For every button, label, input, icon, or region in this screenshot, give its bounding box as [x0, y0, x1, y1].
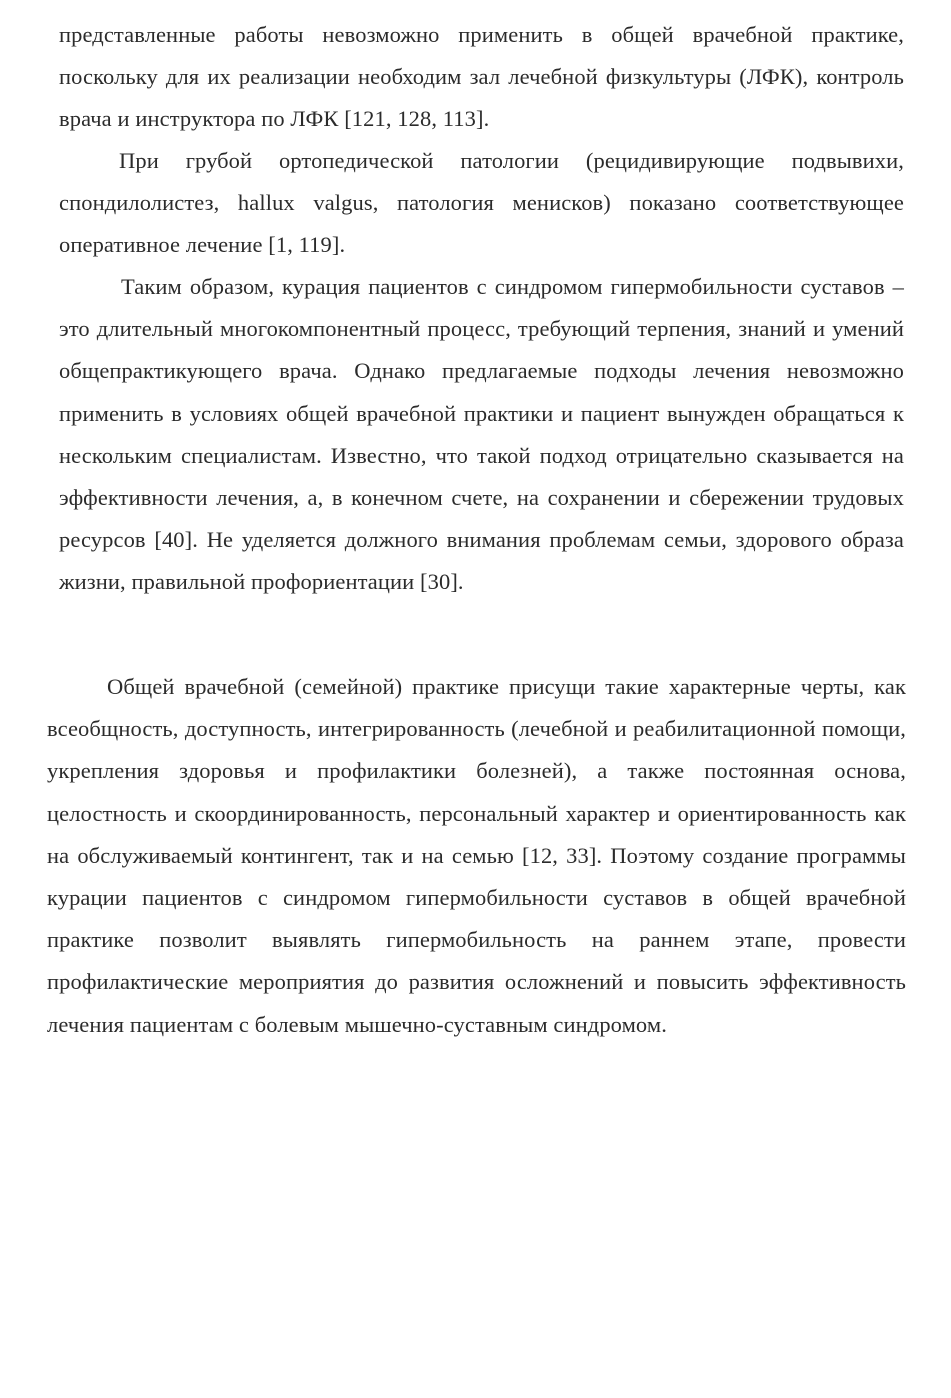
paragraph-general-practice: Общей врачебной (семейной) практике присущи такие характерные черты, как всеобщность, доступность, интегрированность (лечебной и реабилитационной помощи, укрепления здоровья и профилактики болезней), а также постоянная основа, целостность и скоординированность, персональный характер и ориентированность как на обслуживаемый контингент, так и на семью [12, 33]. Поэтому создание программы курации пациентов с синдромом гипермобильности суставов в общей врачебной практике позволит выявлять гипермобильность на раннем этапе, провести профилактические мероприятия до развития осложнений и повысить эффективность лечения пациентам с болевым мышечно-суставным синдромом.: [47, 674, 906, 1037]
paragraph-orthopedic-pathology: При грубой ортопедической патологии (рецидивирующие подвывихи, спондилолистез, hallux valgus, патология менисков) показано соответствующее оперативное лечение [1, 119].: [59, 148, 904, 258]
paragraph-conclusion: Таким образом, курация пациентов с синдромом гипермобильности суставов – это длительный многокомпонентный процесс, требующий терпения, знаний и умений общепрактикующего врача. Однако предлагаемые подходы лечения невозможно применить в условиях общей врачебной практики и пациент вынужден обращаться к нескольким специалистам. Известно, что такой подход отрицательно сказывается на эффективности лечения, а, в конечном счете, на сохранении и сбережении трудовых ресурсов [40]. Не уделяется должного внимания проблемам семьи, здорового образа жизни, правильной профориентации [30].: [59, 274, 904, 595]
paragraph-continuation: представленные работы невозможно применить в общей врачебной практике, поскольку для их реализации необходим зал лечебной физкультуры (ЛФК), контроль врача и инструктора по ЛФК [121, 128, 113].: [59, 22, 904, 132]
